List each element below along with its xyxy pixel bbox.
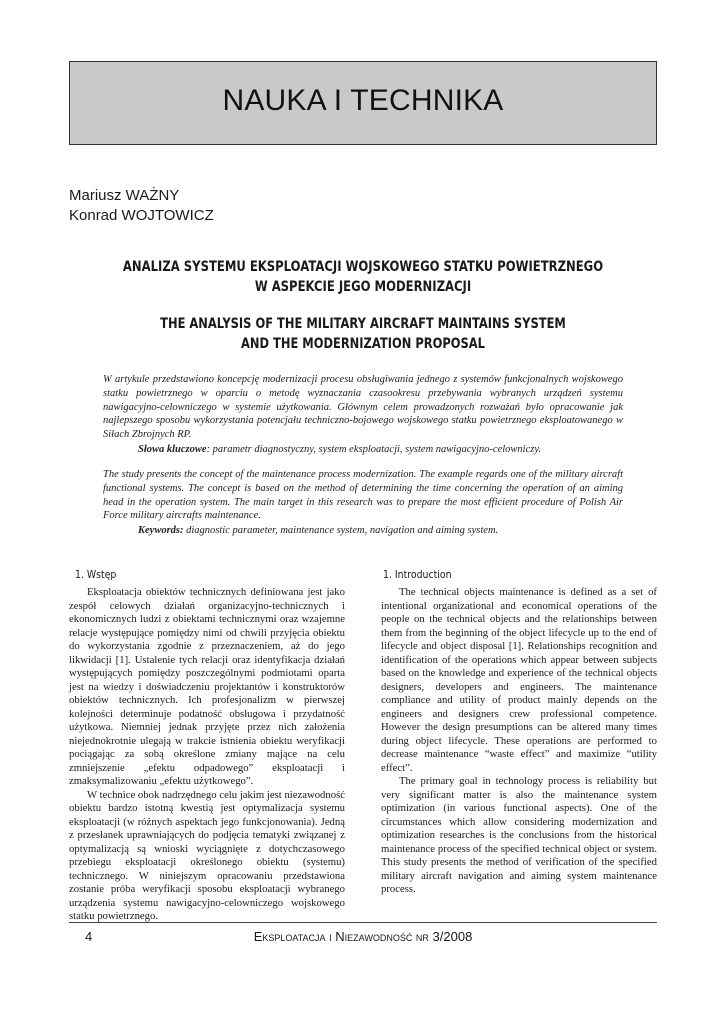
section-heading-english: 1. Introduction — [383, 568, 452, 581]
keywords-text: diagnostic parameter, maintenance system, navigation and aiming system. — [183, 525, 499, 537]
banner-title: NAUKA I TECHNIKA — [222, 84, 504, 117]
keywords-label: Keywords: — [138, 525, 184, 537]
keywords-text: : parametr diagnostyczny, system eksploatacji, system nawigacyjno-celowniczy. — [206, 443, 542, 455]
abstract-text: The study presents the concept of the maintenance process modernization. The example regards one of the military aircraft functional systems. The concept is based on the method of determining the time concerning the operation of an aiming head in the operation system. The main target in this research was to prepare the most efficient procedure of Polish Air Force military aircrafts maintenance. — [103, 469, 623, 522]
abstract-text: W artykule przedstawiono koncepcję modernizacji procesu obsługiwania jednego z systemów funkcjonalnych wojskowego statku powietrznego w oparciu o metodę wyznaczania czasookresu przebywania wybranych urządzeń systemu nawigacyjno-celowniczego w systemie użytkowania. Głównym celem prowadzonych rozważań było opracowanie jak najlepszego sposobu wykorzystania potencjału techniczno-bojowego wojskowego statku powietrznego eksploatowanego w Siłach Zbrojnych RP. — [103, 374, 623, 441]
title-line: AND THE MODERNIZATION PROPOSAL — [240, 336, 486, 352]
body-column-polish — [69, 586, 345, 924]
body-paragraph: Eksploatacja obiektów technicznych definiowana jest jako zespół celowych działań organizacyjno-technicznych i ekonomicznych ludzi z obiektami technicznymi oraz wzajemne relacje występujące pomiędzy nimi od chwili przyjęcia obiektu do wykorzystania zgodnie z przeznaczeniem, aż do jego likwidacji [1]. Ustalenie tych relacji oraz identyfikacja działań występujących pomiędzy poszczególnymi podmiotami oparta jest na wiedzy i doświadczeniu projektantów i konstruktorów obiektów technicznych. Ich profesjonalizm w pierwszej kolejności determinuje podatność obsługowa i przydatność użytkowa. Niemniej jednak przyjęte przez nich założenia niejednokrotnie ulegają w trakcie istnienia obiektu weryfikacji pociągając za sobą określone zmiany mające na celu zmniejszenie „efektu odpadowego” eksploatacji i zmaksymalizowaniu „efektu użytkowego”. — [69, 586, 345, 787]
footer-divider — [69, 922, 657, 923]
author-name: Konrad WOJTOWICZ — [69, 207, 214, 224]
body-paragraph: The primary goal in technology process is reliability but very significant matter is also the maintenance system optimization (in various functional aspects). One of the circumstances which allow considering modernization and optimization researches is the conclusions from the historical maintenance process of the specified technical object or system. This study presents the method of verification of the specified military aircraft navigation and aiming system maintenance process. — [381, 775, 657, 895]
keywords-label: Słowa kluczowe — [138, 443, 207, 455]
title-english — [122, 314, 604, 354]
author-name: Mariusz WAŻNY — [69, 187, 180, 204]
title-line: THE ANALYSIS OF THE MILITARY AIRCRAFT MAINTAINS SYSTEM — [160, 316, 566, 332]
abstract-english — [103, 468, 623, 538]
journal-name: Eksploatacja i Niezawodność nr 3/2008 — [253, 929, 473, 944]
title-line: ANALIZA SYSTEMU EKSPLOATACJI WOJSKOWEGO STATKU POWIETRZNEGO — [122, 259, 604, 275]
title-polish — [119, 257, 607, 297]
keywords-line — [103, 524, 623, 538]
section-heading-polish: 1. Wstęp — [75, 568, 117, 581]
body-column-english — [381, 586, 657, 897]
body-paragraph: The technical objects maintenance is defined as a set of intentional organizational and economical operations of the people on the technical objects and the relationships between them from the beginning of the object lifecycle up to the end of lifecycle and object disposal [1]. Relationships recognition and identification of the operations which appear between subjects based on the knowledge and experience of the technical objects designers, developers and engineers. The maintenance compliance and utility of product mainly depends on the engineers and designers crew professional competence. However the design presumptions can be altered many times during object lifecycle. These operations are performed to decrease maintenance “waste effect” and maximize “utility effect”. — [381, 586, 657, 774]
keywords-line — [103, 443, 623, 457]
title-line: W ASPEKCIE JEGO MODERNIZACJI — [254, 279, 472, 295]
body-paragraph: W technice obok nadrzędnego celu jakim jest niezawodność obiektu bardzo istotną kwestią jest optymalizacja systemu eksploatacji (w różnych aspektach jego funkcjonowania). Jedną z przesłanek uprawniających do podjęcia tematyki związanej z optymalizacją są wnioski wyciągnięte z dotychczasowego przebiegu eksploatacji określonego obiektu (systemu) technicznego. W niniejszym opracowaniu przedstawiona zostanie próba weryfikacji sposobu eksploatacji wybranego urządzenia systemu nawigacyjno-celowniczego wojskowego statku powietrznego. — [69, 788, 345, 922]
journal-section-banner — [69, 61, 657, 145]
page-number: 4 — [85, 929, 93, 944]
abstract-polish — [103, 373, 623, 457]
author-list — [69, 186, 214, 226]
